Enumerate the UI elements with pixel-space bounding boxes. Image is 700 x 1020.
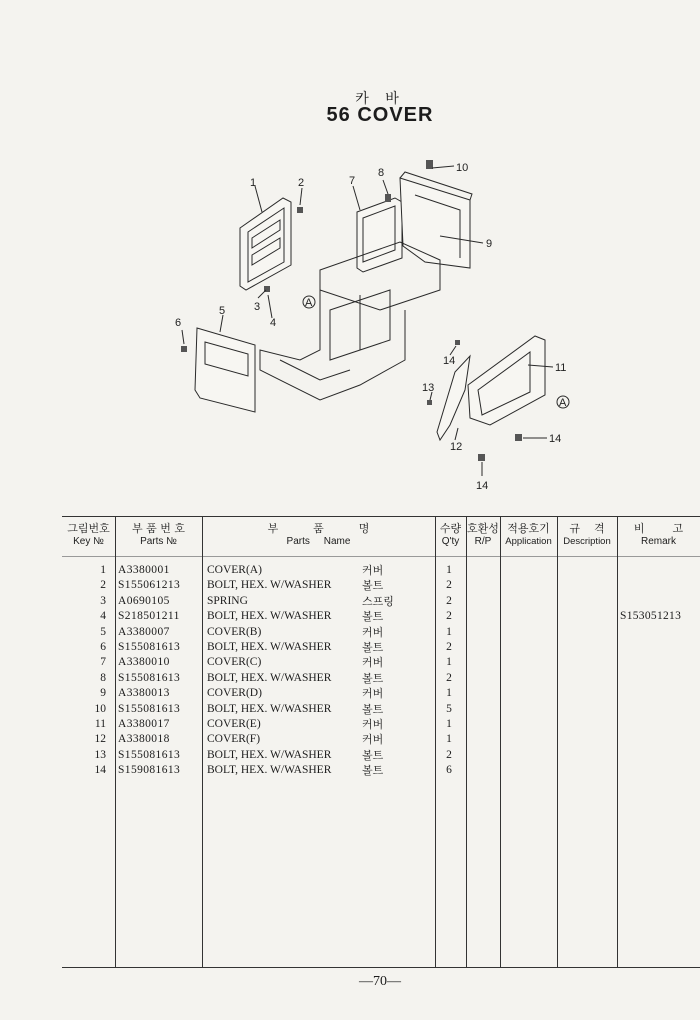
row-key: 13 (94, 748, 106, 761)
header-parts-no: 부 품 번 호 Parts № (132, 522, 185, 547)
row-part-number: A3380010 (118, 656, 170, 669)
table-row (62, 578, 700, 593)
header-parts-name: 부 품 명 Parts Name (267, 522, 370, 547)
row-quantity: 1 (446, 718, 452, 730)
page-title: 56 COVER (326, 104, 434, 126)
row-quantity: 2 (446, 641, 452, 653)
row-quantity: 2 (446, 594, 452, 607)
header-remark: 비 고 Remark (633, 522, 684, 547)
callout-4: 4 (270, 317, 277, 329)
callout-6: 6 (175, 317, 182, 329)
cover-e-drawing (468, 336, 545, 425)
row-quantity: 2 (446, 748, 452, 761)
row-part-name-korean: 볼트 (362, 641, 384, 654)
row-part-name: BOLT, HEX. W/WASHER (207, 671, 332, 684)
table-row (62, 640, 700, 655)
callout-8: 8 (378, 167, 385, 179)
row-key: 2 (100, 579, 106, 592)
callout-13: 13 (422, 382, 435, 394)
row-quantity: 2 (446, 610, 452, 623)
ref-mark-a1: A (305, 297, 313, 309)
row-part-name: COVER(E) (207, 718, 261, 730)
row-part-number: S155081613 (118, 641, 181, 653)
callout-14a: 14 (443, 355, 456, 367)
row-part-number: A3380018 (118, 733, 170, 746)
header-description: 규 격 Description (563, 522, 611, 547)
table-row (62, 686, 700, 701)
row-part-name-korean: 볼트 (362, 702, 384, 716)
table-row (62, 625, 700, 640)
header-rule (62, 556, 700, 557)
callout-5: 5 (219, 305, 226, 317)
row-remark: S153051213 (620, 610, 682, 623)
row-part-number: S155081613 (118, 748, 181, 761)
header-rp: 호환성 R/P (467, 522, 499, 547)
page-title-korean: 카 바 (355, 91, 405, 107)
callout-10: 10 (456, 162, 469, 174)
table-row (62, 671, 700, 686)
cover-a-drawing (240, 198, 291, 290)
header-qty: 수량 Q'ty (439, 522, 462, 547)
table-row (62, 563, 700, 578)
row-part-number: A3380017 (118, 718, 170, 730)
page-number: —70— (359, 974, 401, 989)
table-row (62, 655, 700, 670)
row-part-name: SPRING (207, 594, 248, 607)
row-part-name: COVER(B) (207, 625, 262, 638)
row-part-name: BOLT, HEX. W/WASHER (207, 702, 332, 715)
callout-1: 1 (250, 177, 257, 189)
row-quantity: 1 (446, 625, 452, 638)
row-part-name-korean: 커버 (362, 625, 384, 639)
row-part-number: A0690105 (118, 594, 170, 607)
row-key: 6 (100, 641, 106, 653)
row-key: 5 (100, 625, 106, 638)
row-part-name: BOLT, HEX. W/WASHER (207, 579, 332, 592)
row-key: 9 (100, 687, 106, 700)
row-part-number: S155081613 (118, 671, 181, 684)
row-part-name: BOLT, HEX. W/WASHER (207, 610, 332, 623)
row-key: 3 (100, 594, 106, 607)
row-key: 1 (100, 564, 106, 576)
row-quantity: 6 (446, 764, 452, 777)
table-row (62, 702, 700, 717)
callout-14c: 14 (476, 480, 489, 492)
row-part-name: BOLT, HEX. W/WASHER (207, 764, 332, 777)
row-quantity: 1 (446, 687, 452, 700)
row-part-name-korean: 볼트 (362, 764, 384, 778)
row-key: 11 (94, 718, 106, 730)
row-part-name: COVER(A) (207, 564, 262, 576)
row-part-name-korean: 스프링 (362, 594, 394, 608)
callout-12: 12 (450, 441, 463, 453)
header-application: 적용호기 Application (505, 522, 552, 547)
table-top-rule (62, 516, 700, 517)
callout-11: 11 (555, 362, 567, 374)
callout-2: 2 (298, 177, 305, 189)
header-key: 그림번호 Key № (67, 522, 110, 547)
cover-f-drawing (437, 356, 470, 440)
cover-b-drawing (195, 328, 255, 412)
row-key: 14 (94, 764, 106, 777)
row-part-name-korean: 볼트 (362, 579, 384, 593)
row-key: 4 (100, 610, 106, 623)
row-quantity: 2 (446, 671, 452, 684)
row-quantity: 2 (446, 579, 452, 592)
cover-d-drawing (400, 172, 472, 268)
row-part-name-korean: 커버 (362, 687, 384, 701)
row-quantity: 5 (446, 702, 452, 715)
table-row (62, 717, 700, 732)
row-key: 8 (100, 671, 106, 684)
row-part-name-korean: 커버 (362, 564, 384, 577)
table-bottom-rule (62, 967, 700, 968)
table-row (62, 732, 700, 747)
row-quantity: 1 (446, 656, 452, 669)
callout-7: 7 (349, 175, 356, 187)
row-part-name: COVER(F) (207, 733, 261, 746)
row-part-name: BOLT, HEX. W/WASHER (207, 748, 332, 761)
callout-9: 9 (486, 238, 493, 250)
row-key: 12 (94, 733, 106, 746)
row-part-name: BOLT, HEX. W/WASHER (207, 641, 332, 653)
cover-c-drawing (357, 198, 402, 272)
row-part-number: S155061213 (118, 579, 181, 592)
row-part-name-korean: 커버 (362, 733, 384, 747)
row-part-name: COVER(C) (207, 656, 262, 669)
row-quantity: 1 (446, 733, 452, 746)
row-part-number: S155081613 (118, 702, 181, 715)
row-quantity: 1 (446, 564, 452, 576)
table-row (62, 609, 700, 624)
row-part-number: S218501211 (118, 610, 180, 623)
row-part-name-korean: 커버 (362, 718, 384, 731)
row-part-number: A3380007 (118, 625, 170, 638)
row-part-number: A3380013 (118, 687, 170, 700)
ref-mark-a2: A (559, 397, 567, 409)
table-row (62, 594, 700, 609)
row-key: 7 (100, 656, 106, 669)
row-part-name-korean: 볼트 (362, 671, 384, 685)
callout-14b: 14 (549, 433, 562, 445)
callout-3: 3 (254, 301, 261, 313)
exploded-parts-diagram (0, 150, 700, 510)
row-part-name-korean: 커버 (362, 656, 384, 670)
table-row (62, 748, 700, 763)
row-part-name-korean: 볼트 (362, 610, 384, 624)
row-part-name: COVER(D) (207, 687, 262, 700)
table-row (62, 763, 700, 778)
row-key: 10 (94, 702, 106, 715)
row-part-number: S159081613 (118, 764, 181, 777)
row-part-number: A3380001 (118, 564, 170, 576)
row-part-name-korean: 볼트 (362, 748, 384, 762)
